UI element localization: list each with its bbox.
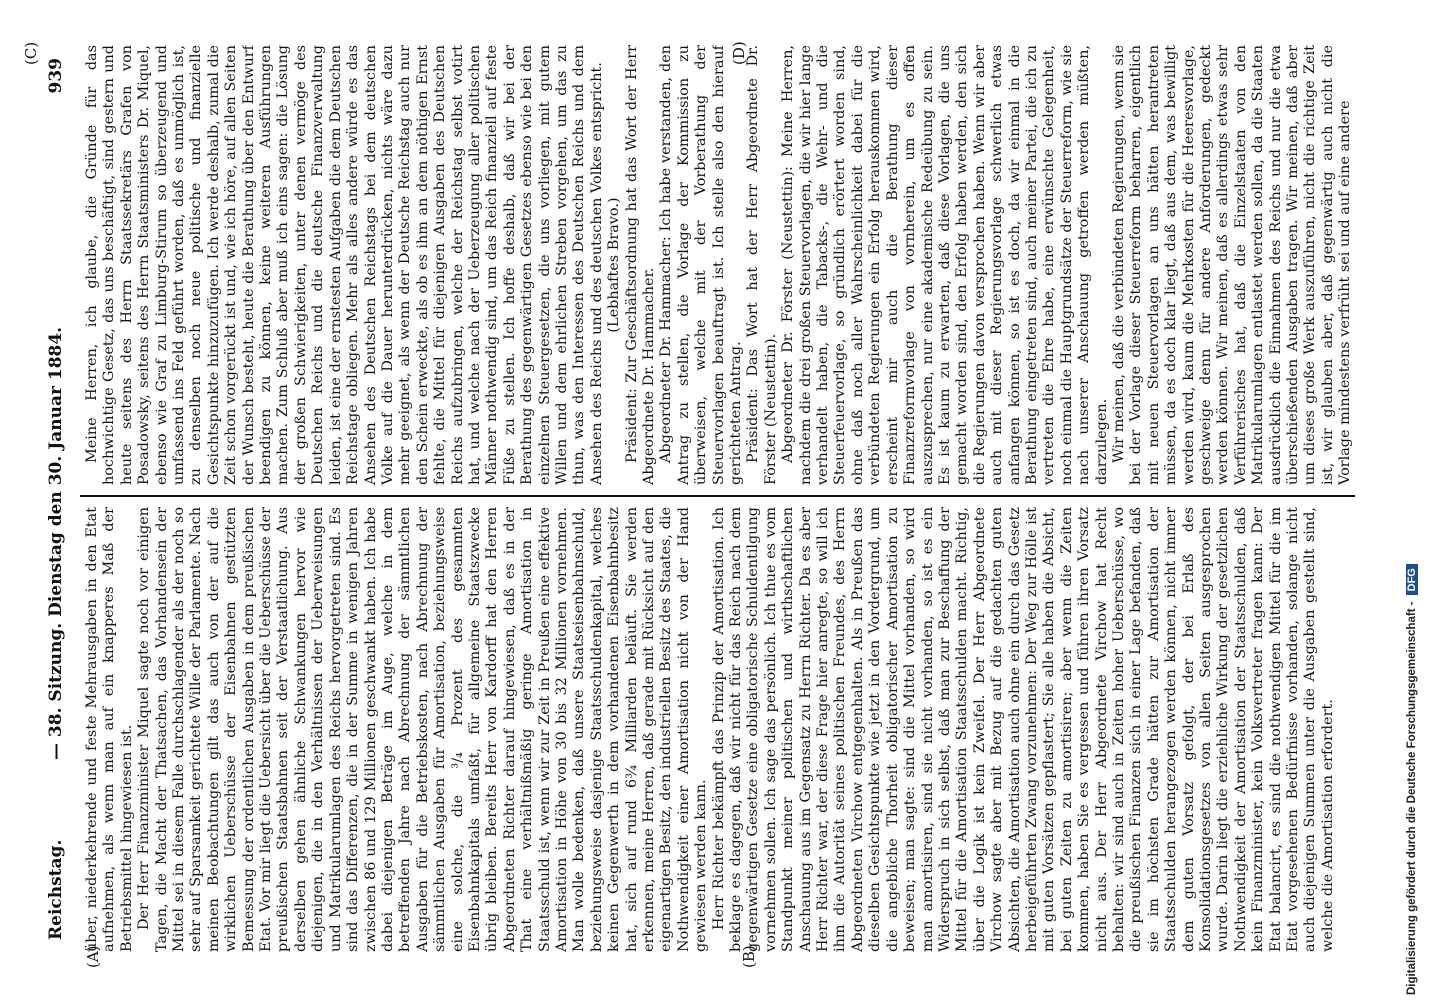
paragraph: über, niederkehrende und feste Mehrausgaben in den Etat aufnehmen, als wenn man auf ein knapperes Maß der Betriebsmittel hingewiesen ist. — [84, 507, 135, 952]
header-left: Reichstag. — [46, 839, 66, 940]
attribution-text: Digitalisierung gefördert durch die Deutsche Forschungsgemeinschaft - — [1406, 601, 1418, 995]
stage-direction: (Lebhaftes Bravo.) — [606, 197, 623, 333]
margin-marker-d: (D) — [730, 41, 748, 65]
speaker-paragraph: Präsident: Zur Geschäftsordnung hat das Wort der Herr Abgeordnete Dr. Hammacher. — [623, 45, 657, 485]
speaker-paragraph: Abgeordneter Dr. Förster (Neustettin): Meine Herren, nachdem die drei großen Steuervorlagen, die wir hier lange verhandelt haben, die Tabacks-, die Wehr- und die Steuerfeuervorlage, so gründlich erörtert worden sind, ohne daß noch aller Wahrscheinlichkeit dabei für die verbündeten Regierungen ein Erfolg herauskommen wird, erscheint mir auch die Berathung dieser Finanzreformvorlage von vornherein, um es offen auszusprechen, nur eine akademische Redeübung zu sein. Es ist kaum zu erwarten, daß diese Vorlagen, die uns gemacht worden sind, den Erfolg haben werden, den sich die Regierungen davon versprochen haben. Wenn wir aber auch mit dieser Regierungsvorlage schwerlich etwas anfangen können, so ist es doch, da wir einmal in die Berathung eingetreten sind, auch meiner Partei, die ich zu vertreten die Ehre habe, eine erwünschte Gelegenheit, noch einmal die Hauptgrundsätze der Steuerreform, wie sie nach unserer Anschauung getroffen werden müßten, darzulegen. — [780, 45, 1110, 485]
rotated-page — [22, 40, 1400, 968]
speaker-paragraph: Abgeordneter Dr. Hammacher: Ich habe verstanden, den Antrag zu stellen, die Vorlage der Kommission zu überweisen, welche mit der Vorberathung der Steuervorlagen beauftragt ist. Ich stelle also den hierauf gerichteten Antrag. — [658, 45, 745, 485]
column-divider — [80, 495, 1355, 497]
paragraph: Herr Richter bekämpft das Prinzip der Amortisation. Ich beklage es dagegen, daß wir nicht für das Reich nach dem gegenwärtigen Gesetze eine obligatorische Schuldentilgung vornehmen sollen. Ich sage das persönlich. Ich thue es vom Standpunkt meiner politischen und wirthschaftlichen Anschauung aus im Gegensatz zu Herrn Richter. Da es aber Herr Richter war, der diese Frage hier anregte, so will ich ihm die Autorität seines politischen Freundes, des Herrn Abgeordneten Virchow entgegenhalten. Als in Preußen das dieselben Gesichtspunkte wie jetzt in den Vordergrund, um die angebliche Thorheit obligatorischer Amortisation zu beweisen; man sagte: sind die Mittel vorhanden, so wird man amortisiren, sind sie nicht vorhanden, so ist es ein Widerspruch in sich selbst, daß man zur Beschaffung der Mittel für die Amortisation Staatsschulden macht. Richtig, über die Logik ist kein Zweifel. Der Herr Abgeordnete Virchow sagte aber mit Bezug auf die gedachten guten Absichten, die Amortisation auch ohne ein durch das Gesetz herbeigeführten Zwang vorzunehmen: Der Weg zur Hölle ist mit guten Vorsätzen gepflastert; Sie alle haben die Absicht, bei guten Zeiten zu amortisiren; aber wenn die Zeiten kommen, haben Sie es vergessen und führen ihren Vorsatz nicht aus. Der Herr Abgeordnete Virchow hat Recht behalten: wir sind auch in Zeiten hoher Ueberschüsse, wo die preußischen Finanzen sich in einer Lage befanden, daß sie im höchsten Grade hätten zur Amortisation der Staatsschulden herangezogen werden können, nicht immer dem guten Vorsatz gefolgt, der bei Erlaß des Konsolidationsgesetzes von allen Seiten ausgesprochen wurde. Darin liegt die erziehliche Wirkung der gesetzlichen Nothwendigkeit der Amortisation der Staatsschulden, daß kein Finanzminister, kein Volksvertreter fragen kann: Der Etat balancirt, es sind die nothwendigen Mittel für die im Etat vorgesehenen Bedürfnisse vorhanden, solange nicht auch diejenigen Summen unter die Ausgaben gestellt sind, welche die Amortisation erfordert. — [710, 507, 1336, 952]
page-header — [40, 40, 72, 960]
header-title: — 38. Sitzung. Dienstag den 30. Januar 1884. — [46, 326, 66, 760]
margin-marker-b: (B) — [740, 945, 758, 968]
text-column-left — [84, 507, 1354, 952]
margin-marker-c: (C) — [22, 41, 40, 65]
text-column-right — [84, 45, 1354, 485]
dfg-logo: DFG — [1406, 564, 1418, 595]
speaker-paragraph: Präsident: Das Wort hat der Herr Abgeordnete Dr. Förster (Neustettin). — [745, 45, 779, 485]
paragraph: Wir meinen, daß die verbündeten Regierungen, wenn sie bei der Vorlage dieser Steuerreform beharren, eigentlich mit neuen Steuervorlagen an uns hätten herantreten müssen, da es doch klar liegt, daß aus dem, was bewilligt werden wird, kaum die Mehrkosten für die Heeresvorlage, geschweige denn für andere Anforderungen, gedeckt werden können. Wir meinen, daß es allerdings etwas sehr Verführerisches hat, daß die Einzelstaaten von den Matrikularumlagen entlastet werden sollen, da die Staaten ausdrücklich die Einnahmen des Reichs und nur die etwa überschießenden Ausgaben tragen. Wir meinen, daß aber um dieses große Werk auszuführen, nicht die richtige Zeit ist, wir glauben aber, daß gegenwärtig auch nicht die Vorlage mindestens verfrüht sei und auf eine andere — [1110, 45, 1354, 485]
margin-marker-a: (A) — [84, 945, 102, 968]
digitization-attribution — [1406, 5, 1426, 995]
paragraph: Der Herr Finanzminister Miquel sagte noch vor einigen Tagen, die Macht der Thatsachen, das Vorhandensein der Mittel sei in diesem Falle durchschlagender als der noch so sehr auf Sparsamkeit gerichtete Wille der Parlamente. Nach meinen Beobachtungen gilt das auch von der auf die wirklichen Ueberschüsse der Eisenbahnen gestützten Bemessung der ordentlichen Ausgaben in dem preußischen Etat. Vor mir liegt die Uebersicht über die Ueberschüsse der preußischen Staatsbahnen seit der Verstaatlichung. Aus derselben gehen ähnliche Schwankungen hervor wie diejenigen, die in den Verhältnissen der Ueberweisungen und Matrikularumlagen des Reichs hervorgetreten sind. Es sind das Differenzen, die in der Summe in wenigen Jahren zwischen 86 und 129 Millionen geschwankt haben. Ich habe dabei diejenigen Beträge im Auge, welche in dem betreffenden Jahre nach Abrechnung der sämmtlichen Ausgaben für die Betriebskosten, nach Abrechnung der sämmtlichen Ausgaben für Amortisation, beziehungsweise eine solche, die ³/₄ Prozent des gesammten Eisenbahnkapitals umfaßt, für allgemeine Staatszwecke übrig bleiben. Bereits Herr von Kardorff hat den Herren Abgeordneten Richter darauf hingewiesen, daß es in der That eine verhältnißmäßig geringe Amortisation in Staatsschuld ist, wenn wir zur Zeit in Preußen eine effektive Amortisation in Höhe von 30 bis 32 Millionen vornehmen. Man wolle bedenken, daß unsere Staatseisenbahnschuld, beziehungsweise dasjenige Staatsschuldenkapital, welches keinen Gegenwerth in dem vorhandenen Eisenbahnbesitz hat, sich auf rund 6¾ Milliarden beläuft. Sie werden erkennen, meine Herren, daß gerade mit Rücksicht auf den eigenartigen Besitz, den industriellen Besitz des Staates, die Nothwendigkeit einer Amortisation nicht von der Hand gewiesen werden kann. — [136, 507, 710, 952]
paragraph: Meine Herren, ich glaube, die Gründe für das hochwichtige Gesetz, das uns beschäftigt, sind gestern und heute seitens des Herrn Staatssekretärs Grafen von Posadowsky, seitens des Herrn Staatsministers Dr. Miquel, ebenso wie Graf zu Limburg-Stirum so überzeugend und umfassend ins Feld geführt worden, daß es unmöglich ist, zu denselben noch neue politische und finanzielle Gesichtspunkte hinzuzufügen. Ich werde deshalb, zumal die Zeit schon vorgerückt ist und, wie ich höre, auf allen Seiten der Wunsch besteht, heute die Berathung über den Entwurf beendigen zu können, keine weiteren Ausführungen machen. Zum Schluß aber muß ich eins sagen: die Lösung der großen Schwierigkeiten, unter denen vermöge des Deutschen Reichs und die deutsche Finanzverwaltung leiden, ist eine der ernstesten Aufgaben die dem Deutschen Reichstage obliegen. Mehr als alles andere würde es das Ansehen des Deutschen Reichstags bei dem deutschen Volke auf die Dauer herunterdrücken, nichts wäre dazu mehr geeignet, als wenn der Deutsche Reichstag auch nur den Schein erweckte, als ob es ihm an dem nöthigen Ernst fehlte, die Mittel für diejenigen Ausgaben des Deutschen Reichs aufzubringen, welche der Reichstag selbst votirt hat, und welche nach der Ueberzeugung aller politischen Männer nothwendig sind, um das Reich finanziell auf feste Füße zu stellen. Ich hoffe deshalb, daß wir bei der Berathung des gegenwärtigen Gesetzes ebenso wie bei den einzelnen Steuergesetzen, die uns vorliegen, mit gutem Willen und dem ehrlichen Streben vorgehen, um das zu thun, was den Interessen des Deutschen Reichs und dem Ansehen des Reichs und des deutschen Volkes entspricht. — [84, 45, 605, 485]
page-number: 939 — [46, 58, 66, 94]
